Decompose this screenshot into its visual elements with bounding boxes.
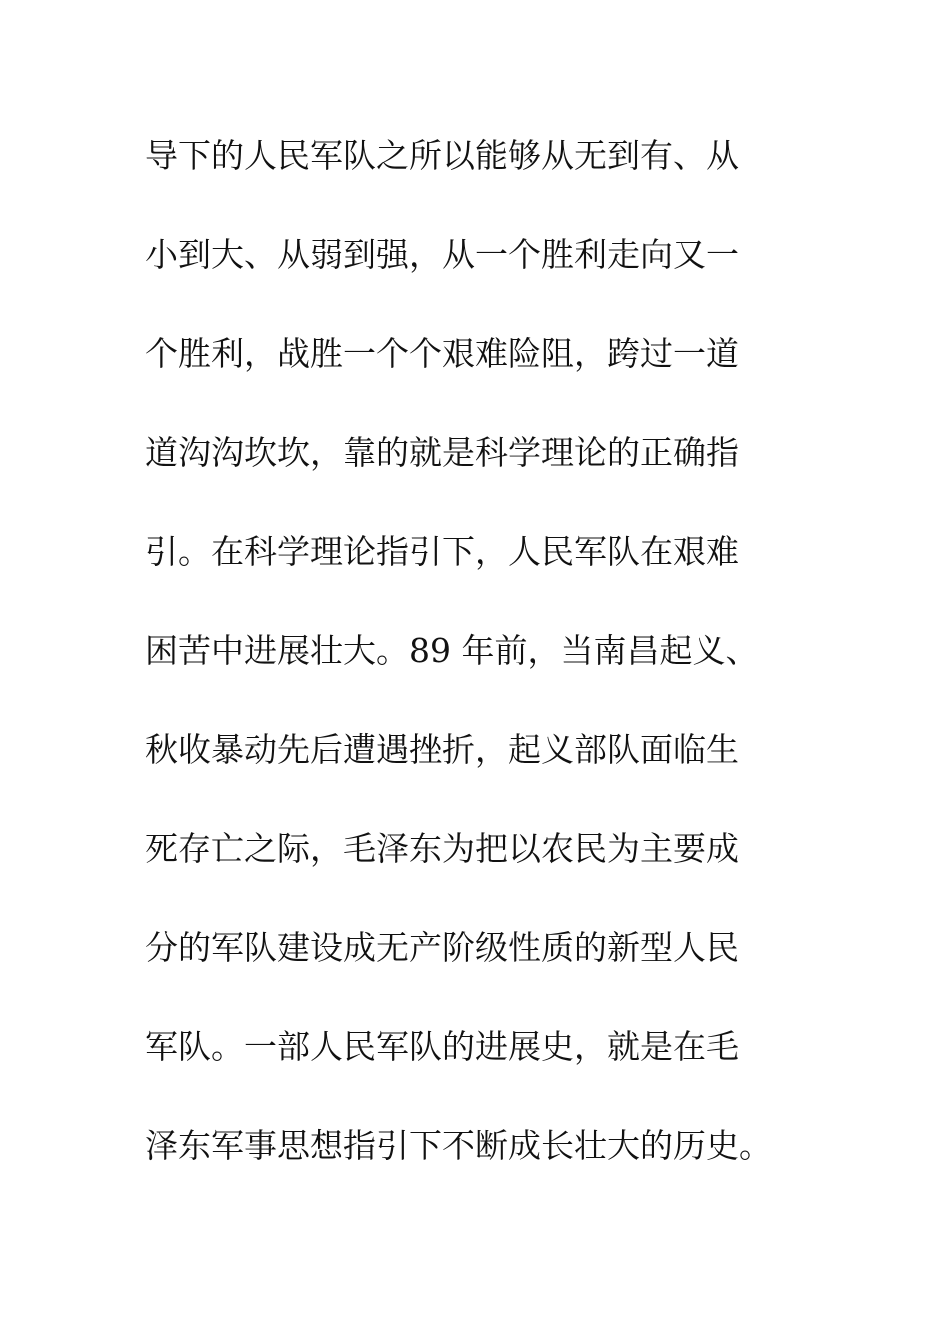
text-line: 导下的人民军队之所以能够从无到有、从 [145, 136, 739, 175]
text-line: 军队。一部人民军队的进展史，就是在毛 [145, 1027, 739, 1066]
text-line: 引。在科学理论指引下，人民军队在艰难 [145, 532, 739, 571]
text-line: 道沟沟坎坎，靠的就是科学理论的正确指 [145, 433, 739, 472]
text-line: 分的军队建设成无产阶级性质的新型人民 [145, 928, 739, 967]
body-text [145, 128, 825, 1217]
text-line: 个胜利，战胜一个个艰难险阻，跨过一道 [145, 334, 739, 373]
text-line: 小到大、从弱到强，从一个胜利走向又一 [145, 235, 739, 274]
text-line: 困苦中进展壮大。89 年前，当南昌起义、 [145, 631, 759, 670]
text-line: 死存亡之际，毛泽东为把以农民为主要成 [145, 829, 739, 868]
text-line: 泽东军事思想指引下不断成长壮大的历史。 [145, 1126, 772, 1165]
text-line: 秋收暴动先后遭遇挫折，起义部队面临生 [145, 730, 739, 769]
